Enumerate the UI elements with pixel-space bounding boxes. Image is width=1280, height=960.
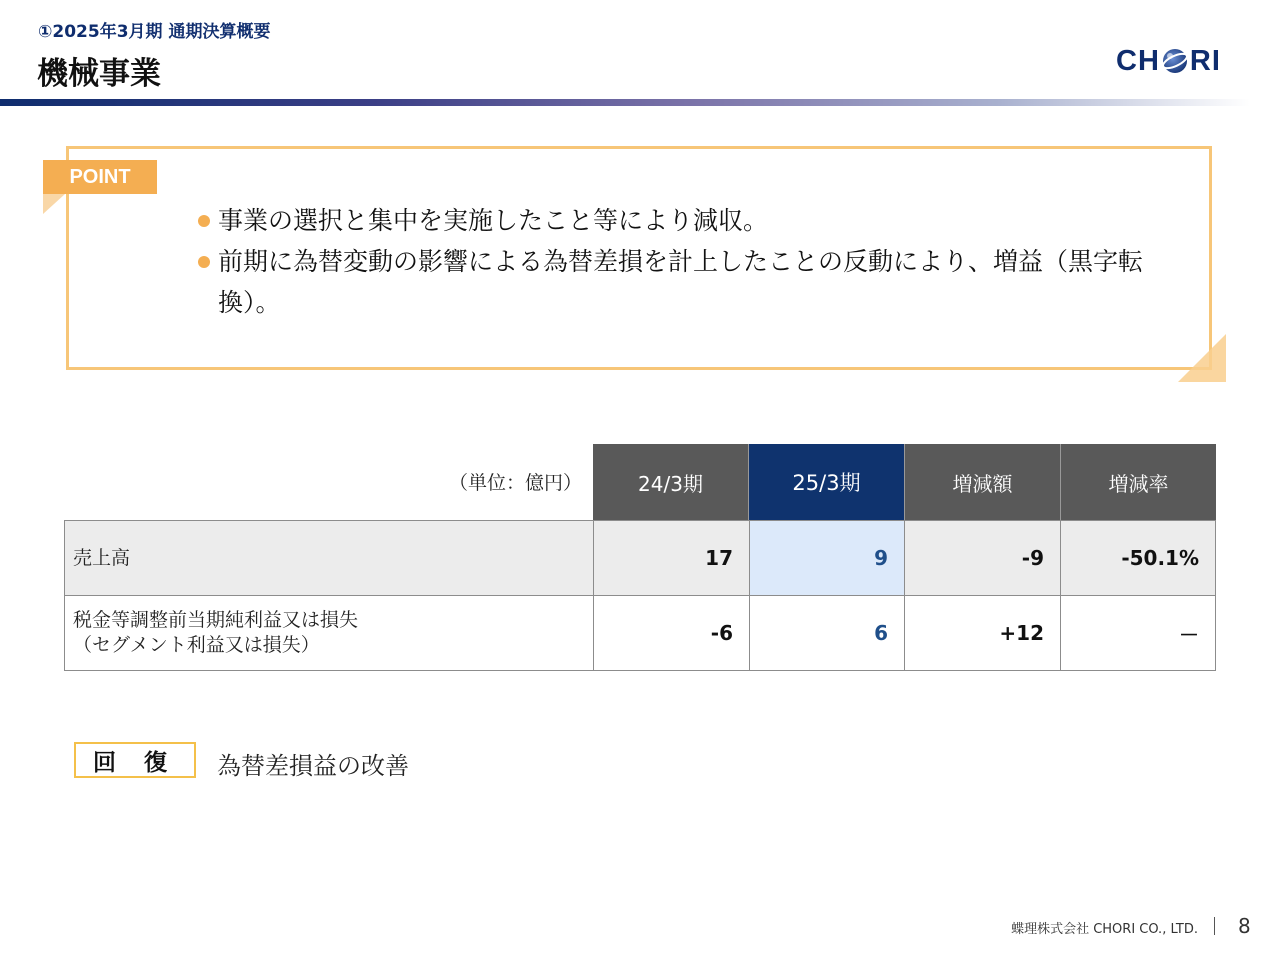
bullet-item <box>198 200 1158 241</box>
header-cell-change-rate: 増減率 <box>1060 444 1216 520</box>
company-logo <box>1116 44 1221 78</box>
point-label: POINT <box>43 160 157 194</box>
bullet-text: 前期に為替変動の影響による為替差損を計上したことの反動により、増益（黒字転換）。 <box>218 247 1144 317</box>
corner-decoration <box>1178 334 1226 382</box>
recover-badge: 回 復 <box>74 742 196 778</box>
recover-text: 為替差損益の改善 <box>217 752 409 780</box>
point-label-fold <box>43 194 65 214</box>
bullet-dot-icon <box>198 256 210 268</box>
value-cell: +12 <box>904 595 1061 671</box>
bullet-text: 事業の選択と集中を実施したこと等により減収。 <box>218 206 769 235</box>
header-cell-fy25: 25/3期 <box>749 444 904 520</box>
bullet-dot-icon <box>198 215 210 227</box>
logo-text-right: RI <box>1189 44 1221 77</box>
value-cell: -9 <box>904 520 1061 596</box>
value-cell-highlight: 6 <box>749 595 905 671</box>
footer-divider <box>1214 917 1215 935</box>
bullet-item <box>198 241 1158 323</box>
header-cell-change: 増減額 <box>904 444 1060 520</box>
value-cell: -50.1% <box>1060 520 1216 596</box>
page-number: 8 <box>1238 914 1251 938</box>
point-bullets <box>198 200 1158 323</box>
logo-globe-icon <box>1161 47 1189 75</box>
value-cell: 17 <box>593 520 750 596</box>
value-cell: － <box>1060 595 1216 671</box>
value-cell: -6 <box>593 595 750 671</box>
value-cell-highlight: 9 <box>749 520 905 596</box>
row-label-sales: 売上高 <box>64 520 594 596</box>
logo-text-left: CH <box>1116 44 1160 77</box>
unit-label: （単位：億円） <box>448 472 582 494</box>
header-divider <box>0 99 1250 106</box>
section-subtitle: ①2025年3月期 通期決算概要 <box>38 22 271 42</box>
page-title: 機械事業 <box>37 56 161 92</box>
row-label-pretax-profit: 税金等調整前当期純利益又は損失 （セグメント利益又は損失） <box>64 595 594 671</box>
header-cell-fy24: 24/3期 <box>593 444 749 520</box>
footer-company: 蝶理株式会社 CHORI CO., LTD. <box>1011 922 1198 937</box>
